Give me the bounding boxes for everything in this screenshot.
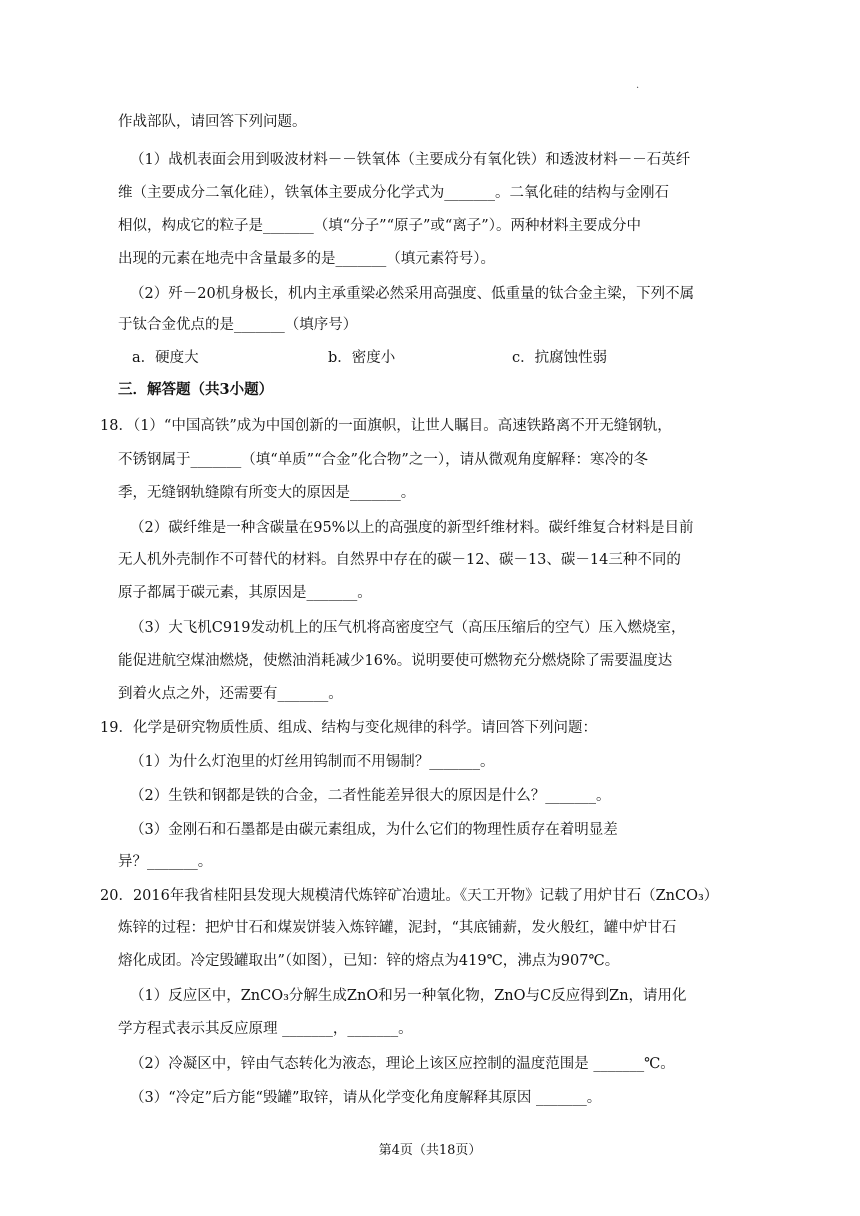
q18-line: 无人机外壳制作不可替代的材料。自然界中存在的碳－12、碳－13、碳－14三种不同的 bbox=[118, 552, 681, 568]
q18-line: 到着火点之外，还需要有_______。 bbox=[118, 686, 343, 702]
option-c: c．抗腐蚀性弱 bbox=[512, 350, 608, 366]
q20-line: 学方程式表示其反应原理 _______，_______。 bbox=[118, 1021, 413, 1037]
q18-line: 不锈钢属于_______（填“单质”“合金”化合物”之一），请从微观角度解释：寒冷的冬 bbox=[118, 452, 649, 468]
text-line: 作战部队，请回答下列问题。 bbox=[118, 114, 307, 130]
q18-line: 18．（1）“中国高铁”成为中国创新的一面旗帜，让世人瞩目。高速铁路离不开无缝钢轨， bbox=[100, 418, 672, 434]
q18-line: （2）碳纤维是一种含碳量在95%以上的高强度的新型纤维材料。碳纤维复合材料是目前 bbox=[130, 520, 694, 536]
q20-line: 炼锌的过程：把炉甘石和煤炭饼装入炼锌罐，泥封，“其底铺薪，发火般红，罐中炉甘石 bbox=[118, 920, 677, 936]
text-line: （1）战机表面会用到吸波材料－－铁氧体（主要成分有氧化铁）和透波材料－－石英纤 bbox=[130, 152, 691, 168]
q19-line: 异？_______。 bbox=[118, 854, 213, 870]
q20-line: 20．2016年我省桂阳县发现大规模清代炼锌矿冶遗址。《天工开物》记载了用炉甘石（ZnCO₃） bbox=[100, 888, 719, 904]
q19-line: （1）为什么灯泡里的灯丝用钨制而不用锡制？_______。 bbox=[130, 754, 495, 770]
q19-line: 19．化学是研究物质性质、组成、结构与变化规律的科学。请回答下列问题： bbox=[100, 720, 597, 736]
text-line: 出现的元素在地壳中含量最多的是_______（填元素符号）。 bbox=[118, 251, 495, 267]
text-line: 维（主要成分二氧化硅），铁氧体主要成分化学式为_______。二氧化硅的结构与金刚石 bbox=[118, 185, 669, 201]
option-a: a．硬度大 bbox=[132, 350, 199, 366]
q18-line: 季，无缝钢轨缝隙有所变大的原因是_______。 bbox=[118, 485, 416, 501]
q20-line: （2）冷凝区中，锌由气态转化为液态，理论上该区应控制的温度范围是 _______℃。 bbox=[130, 1056, 675, 1072]
q20-line: （3）“冷定”后方能“毁罐”取锌，请从化学变化角度解释其原因 _______。 bbox=[130, 1090, 602, 1106]
q20-line: 熔化成团。冷定毁罐取出”（如图），已知：锌的熔点为419℃，沸点为907℃。 bbox=[118, 953, 620, 969]
q18-line: 原子都属于碳元素，其原因是_______。 bbox=[118, 585, 372, 601]
text-line: 相似，构成它的粒子是_______（填“分子”“原子”或“离子”）。两种材料主要成分中 bbox=[118, 218, 641, 234]
option-b: b．密度小 bbox=[328, 350, 396, 366]
q19-line: （2）生铁和钢都是铁的合金，二者性能差异很大的原因是什么？_______。 bbox=[130, 788, 611, 804]
q19-line: （3）金刚石和石墨都是由碳元素组成，为什么它们的物理性质存在着明显差 bbox=[130, 822, 618, 838]
header-mark: · bbox=[636, 83, 640, 94]
section-heading: 三．解答题（共3小题） bbox=[118, 381, 274, 398]
q18-line: （3）大飞机C919发动机上的压气机将高密度空气（高压压缩后的空气）压入燃烧室， bbox=[130, 620, 686, 636]
text-line: 于钛合金优点的是_______（填序号） bbox=[118, 317, 358, 333]
q20-line: （1）反应区中，ZnCO₃分解生成ZnO和另一种氧化物，ZnO与C反应得到Zn，请用化 bbox=[130, 988, 687, 1004]
q18-line: 能促进航空煤油燃烧，使燃油消耗减少16%。说明要使可燃物充分燃烧除了需要温度达 bbox=[118, 653, 673, 669]
page-footer: 第4页（共18页） bbox=[378, 1143, 482, 1158]
text-line: （2）歼－20机身极长，机内主承重梁必然采用高强度、低重量的钛合金主梁，下列不属 bbox=[130, 286, 695, 302]
